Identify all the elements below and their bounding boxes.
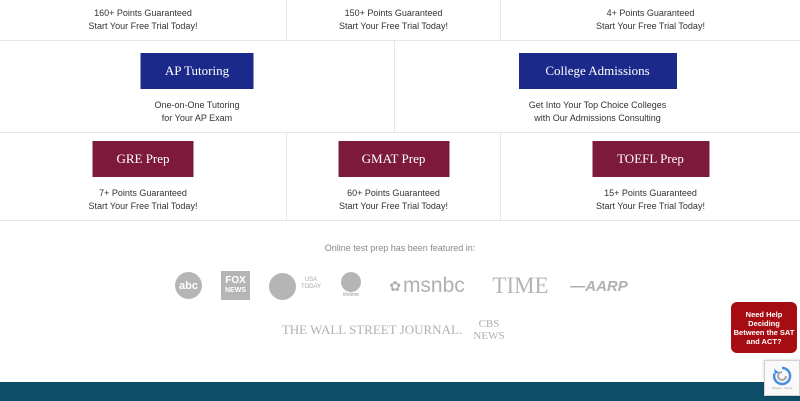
points-text: 7+ Points Guaranteed <box>99 188 187 198</box>
recaptcha-privacy-terms: Privacy - Terms <box>771 386 793 390</box>
gmat-prep-button[interactable]: GMAT Prep <box>338 141 449 177</box>
points-text: 15+ Points Guaranteed <box>604 188 697 198</box>
service-cell <box>0 133 287 220</box>
usa-text: USA <box>304 277 318 283</box>
trial-text: Start Your Free Trial Today! <box>339 201 448 211</box>
service-cell <box>287 0 501 40</box>
service-cell <box>0 0 287 40</box>
fox-news-logo <box>221 271 250 300</box>
news-text: NEWS <box>225 286 246 294</box>
wall-street-journal-logo: THE WALL STREET JOURNAL. <box>281 322 463 337</box>
service-cell <box>287 133 501 220</box>
recaptcha-icon <box>772 366 792 386</box>
top-services-row <box>0 0 800 41</box>
lifetime-logo <box>338 270 364 300</box>
lifetime-text: lifetime <box>343 292 359 298</box>
service-cell <box>501 0 800 40</box>
msnbc-text: msnbc <box>402 274 465 297</box>
ap-tutoring-button[interactable]: AP Tutoring <box>141 53 254 89</box>
aarp-text: AARP <box>585 277 628 295</box>
college-admissions-button[interactable]: College Admissions <box>519 53 677 89</box>
service-description <box>0 187 286 213</box>
service-description <box>501 7 800 33</box>
cbs-news-text: NEWS <box>473 330 505 342</box>
bottom-services-row <box>0 133 800 221</box>
service-description <box>287 7 500 33</box>
fox-text: FOX <box>225 274 246 286</box>
cbs-text: CBS <box>478 318 500 330</box>
description-line: for Your AP Exam <box>161 113 233 123</box>
points-text: 60+ Points Guaranteed <box>347 188 440 198</box>
service-description <box>395 99 800 125</box>
cbs-news-logo <box>466 316 512 344</box>
time-logo: TIME <box>492 273 549 298</box>
today-text: TODAY <box>300 284 322 290</box>
abc-logo: abc <box>175 272 202 299</box>
description-line: Get Into Your Top Choice Colleges <box>528 100 667 110</box>
usa-today-circle <box>269 273 296 300</box>
service-cell <box>0 41 395 132</box>
peacock-icon: ✿ <box>389 277 401 294</box>
service-cell <box>501 133 800 220</box>
lifetime-icon <box>341 272 361 292</box>
aarp-logo <box>567 276 631 296</box>
service-description <box>0 99 394 125</box>
aarp-dash: — <box>570 277 586 295</box>
gre-prep-button[interactable]: GRE Prep <box>93 141 194 177</box>
featured-in-label: Online test prep has been featured in: <box>324 243 476 253</box>
service-description <box>287 187 500 213</box>
toefl-prep-button[interactable]: TOEFL Prep <box>592 141 709 177</box>
trial-text: Start Your Free Trial Today! <box>88 201 198 211</box>
trial-text: Start Your Free Trial Today! <box>339 21 448 31</box>
usa-today-text <box>298 274 324 294</box>
middle-services-row <box>0 41 800 133</box>
points-text: 4+ Points Guaranteed <box>606 8 695 18</box>
recaptcha-badge[interactable] <box>764 360 800 396</box>
trial-text: Start Your Free Trial Today! <box>88 21 198 31</box>
points-text: 150+ Points Guaranteed <box>344 8 443 18</box>
footer-bar <box>0 382 800 401</box>
points-text: 160+ Points Guaranteed <box>94 8 192 18</box>
trial-text: Start Your Free Trial Today! <box>596 201 705 211</box>
msnbc-logo <box>380 274 474 298</box>
description-line: with Our Admissions Consulting <box>534 113 661 123</box>
sat-act-help-button[interactable]: Need Help Deciding Between the SAT and ACT? <box>731 302 797 353</box>
trial-text: Start Your Free Trial Today! <box>596 21 705 31</box>
description-line: One-on-One Tutoring <box>154 100 240 110</box>
service-description <box>0 7 286 33</box>
service-description <box>501 187 800 213</box>
service-cell <box>395 41 800 132</box>
